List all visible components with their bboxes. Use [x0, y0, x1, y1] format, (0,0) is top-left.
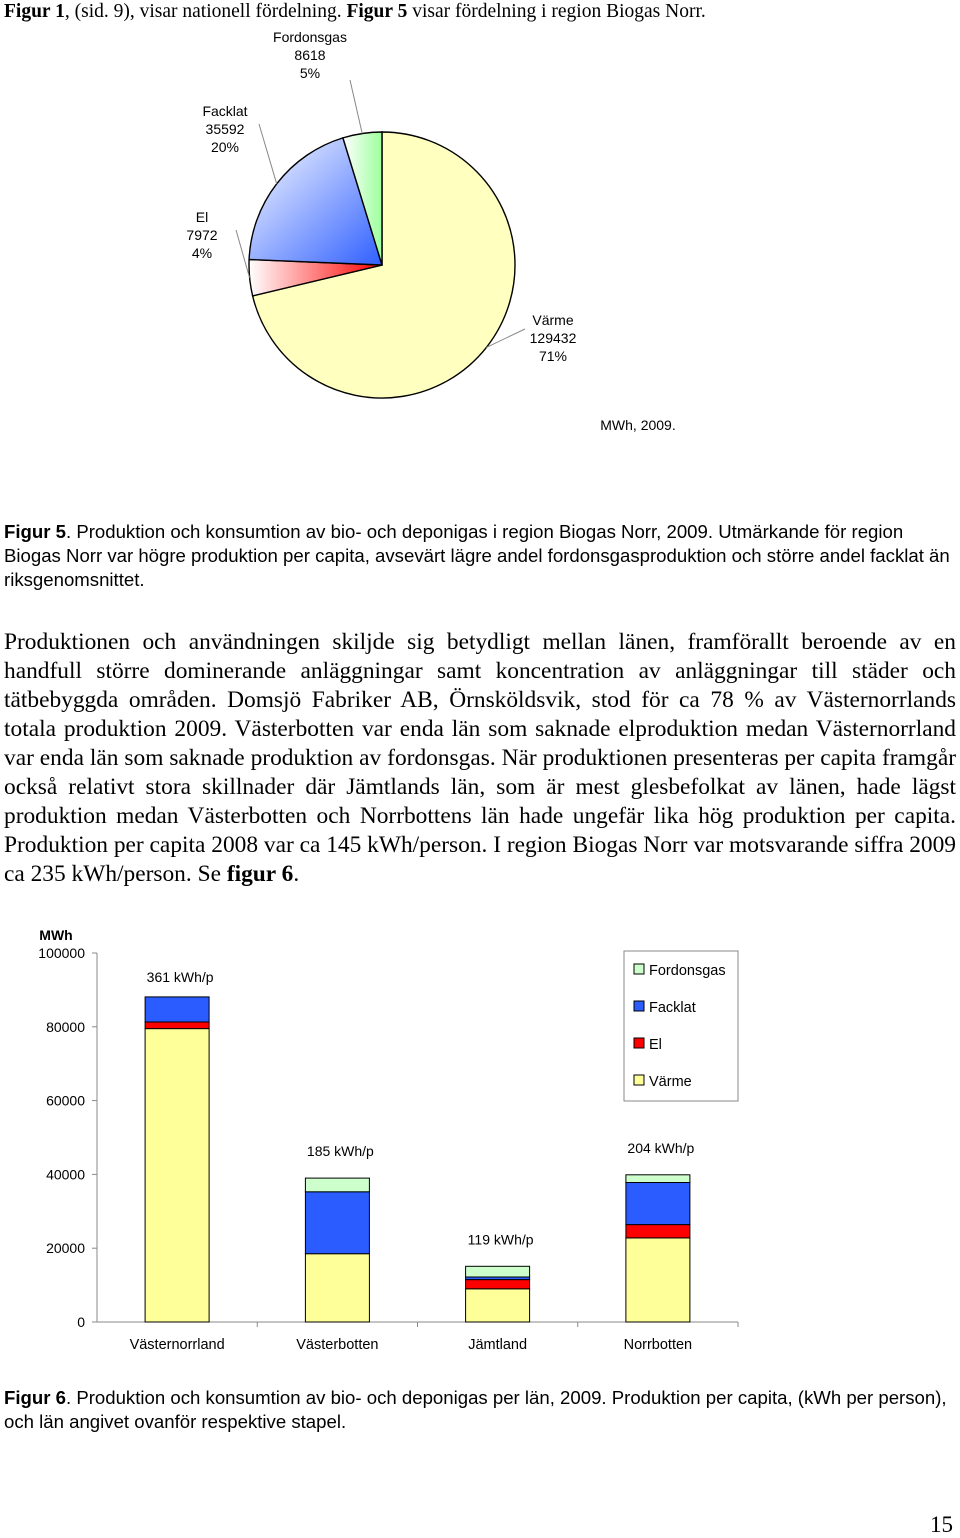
- bar-y-tick-label: 20000: [46, 1240, 85, 1257]
- bar-segment-norrbotten-el: [626, 1225, 690, 1238]
- bar-y-tick-label: 100000: [38, 945, 85, 961]
- pie-label-varme-value: 129432: [529, 330, 577, 346]
- bar-y-tick-label: 40000: [46, 1166, 85, 1183]
- bar-category-label-vasternorrland: Västernorrland: [129, 1337, 225, 1353]
- pie-label-facklat-name: Facklat: [202, 103, 248, 119]
- bar-legend-label-fordonsgas: Fordonsgas: [649, 963, 726, 979]
- pie-label-fordonsgas-percent: 5%: [299, 65, 321, 81]
- bar-annotation-norrbotten: 204 kWh/p: [627, 1139, 695, 1156]
- body-end: .: [293, 861, 300, 887]
- bar-segment-vasternorrland-varme: [145, 1029, 209, 1322]
- intro-text-2: visar fördelning i region Biogas Norr.: [407, 1, 706, 22]
- pie-label-el-name: El: [195, 209, 209, 225]
- figure5-text: . Produktion och konsumtion av bio- och deponigas i region Biogas Norr, 2009. Utmärkande för region Biogas Norr var högre produktion per capita, avsevärt lägre andel fordonsgasproduktion och större andel facklat än riksgenomsnittet.: [4, 521, 950, 590]
- bar-y-tick-label: 60000: [46, 1092, 85, 1109]
- bar-legend-swatch-fordonsgas: [634, 964, 644, 974]
- bar-legend-label-el: El: [649, 1037, 662, 1053]
- bar-legend-swatch-facklat: [634, 1001, 644, 1011]
- bar-segment-norrbotten-fordonsgas: [626, 1175, 690, 1183]
- figure6-label: Figur 6: [4, 1387, 66, 1408]
- pie-label-fordonsgas-name: Fordonsgas: [273, 29, 347, 45]
- page-number: 15: [930, 1512, 953, 1537]
- figur5-ref: Figur 5: [346, 1, 408, 22]
- pie-label-facklat-percent: 20%: [210, 139, 240, 155]
- pie-label-varme-percent: 71%: [538, 348, 568, 364]
- bar-segment-jamtland-varme: [466, 1289, 530, 1322]
- bar-segment-jamtland-el: [466, 1280, 530, 1289]
- bar-segment-vasterbotten-varme: [305, 1254, 369, 1322]
- pie-label-fordonsgas-value: 8618: [294, 47, 326, 63]
- figur6-ref: figur 6: [226, 861, 294, 887]
- bar-legend-swatch-varme: [634, 1075, 644, 1085]
- bar-annotation-vasternorrland: 361 kWh/p: [146, 969, 214, 985]
- bar-segment-vasterbotten-facklat: [305, 1192, 369, 1254]
- pie-label-el-value: 7972: [186, 227, 218, 243]
- bar-y-tick-label: 80000: [46, 1018, 85, 1035]
- bar-category-label-norrbotten: Norrbotten: [623, 1337, 693, 1353]
- bar-category-label-jamtland: Jämtland: [468, 1337, 528, 1353]
- bar-segment-vasterbotten-fordonsgas: [305, 1178, 369, 1192]
- bar-legend-label-facklat: Facklat: [649, 1000, 696, 1016]
- bar-legend-swatch-el: [634, 1038, 644, 1048]
- bar-annotation-vasterbotten: 185 kWh/p: [306, 1143, 374, 1160]
- figure6-text: . Produktion och konsumtion av bio- och deponigas per län, 2009. Produktion per capita, (kWh per person), och län angivet ovanför respektive stapel.: [4, 1387, 947, 1432]
- bar-segment-vasternorrland-el: [145, 1022, 209, 1029]
- bar-segment-norrbotten-facklat: [626, 1183, 690, 1225]
- bar-segment-norrbotten-varme: [626, 1238, 690, 1322]
- figure5-label: Figur 5: [4, 521, 66, 542]
- figure6-caption: [4, 1386, 956, 1434]
- bar-segment-jamtland-fordonsgas: [466, 1266, 530, 1277]
- bar-segment-vasternorrland-facklat: [145, 997, 209, 1022]
- bar-y-tick-label: 0: [77, 1314, 85, 1330]
- figur1-ref: Figur 1: [4, 1, 65, 22]
- pie-label-el-percent: 4%: [191, 245, 213, 261]
- intro-text-1: , (sid. 9), visar nationell fördelning.: [64, 1, 347, 22]
- pie-unit-note: MWh, 2009.: [600, 417, 676, 433]
- body-text: Produktionen och användningen skiljde sig betydligt mellan länen, framförallt beroende av en handfull större dominerande anläggningar samt koncentration av anläggningar till städer och tätbebyggda områden. Domsjö Fabriker AB, Örnsköldsvik, stod för ca 78 % av Västernorrlands totala produktion 2009. Västerbotten var enda län som saknade elproduktion medan Västernorrland var enda län som saknade produktion av fordonsgas. När produktionen presenteras per capita framgår också relativt stora skillnader där Jämtlands län, som är mest glesbefolkat av länen, hade lägst produktion medan Västerbotten och Norrbottens län hade ungefär lika hög produktion per capita. Produktion per capita 2008 var ca 145 kWh/person. I region Biogas Norr var motsvarande siffra 2009 ca 235 kWh/person. Se: [4, 629, 956, 887]
- bar-annotation-jamtland: 119 kWh/p: [467, 1231, 534, 1248]
- bar-y-axis-label: MWh: [39, 927, 73, 943]
- pie-label-varme-name: Värme: [532, 312, 574, 328]
- bar-category-label-vasterbotten: Västerbotten: [296, 1337, 379, 1353]
- pie-label-facklat-value: 35592: [205, 121, 245, 137]
- bar-legend-label-varme: Värme: [649, 1074, 692, 1090]
